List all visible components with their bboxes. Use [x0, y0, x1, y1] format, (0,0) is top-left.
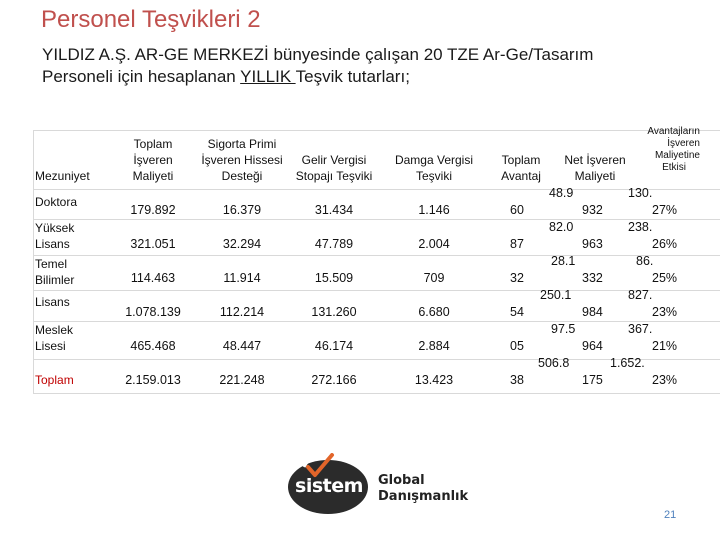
grid-line [33, 219, 720, 220]
cell-sigorta: 48.447 [222, 339, 262, 353]
cell-avantaj-part: 54 [510, 305, 524, 319]
header-toplam-isveren-maliyeti [110, 136, 196, 184]
grid-line [33, 393, 720, 394]
header-text: Damga Vergisi [394, 153, 474, 167]
cell-sigorta: 11.914 [223, 271, 261, 285]
cell-etki: 23% [652, 305, 678, 319]
cell-net-part: 175 [582, 373, 603, 387]
cell-net-part: 963 [582, 237, 603, 251]
cell-etki: 23% [652, 373, 678, 387]
cell-isveren-maliyeti: 2.159.013 [125, 373, 181, 387]
grid-line [33, 130, 720, 131]
header-text: Etkisi [662, 162, 686, 173]
cell-avantaj-part: 250.1 [540, 288, 572, 302]
header-mezuniyet: Mezuniyet [35, 169, 90, 183]
cell-isveren-maliyeti: 114.463 [130, 271, 176, 285]
cell-damga: 2.004 [418, 237, 450, 251]
header-avantaj-etkisi [626, 126, 700, 174]
cell-net-part: 932 [582, 203, 603, 217]
header-text: Avantaj [501, 169, 541, 183]
grid-line [33, 321, 720, 322]
header-text: Avantajların [647, 126, 700, 137]
subtitle-part: Teşvik tutarları; [295, 67, 410, 86]
header-text: Toplam [133, 137, 173, 151]
subtitle-line-1: YILDIZ A.Ş. AR-GE MERKEZİ bünyesinde çalışan 20 TZE Ar-Ge/Tasarım [42, 45, 594, 64]
cell-sigorta: 221.248 [219, 373, 265, 387]
cell-gelir: 47.789 [314, 237, 354, 251]
cell-isveren-maliyeti: 179.892 [130, 203, 176, 217]
header-text: Maliyeti [132, 169, 174, 183]
cell-damga: 709 [423, 271, 445, 285]
header-text: Maliyeti [574, 169, 616, 183]
cell-avantaj-part: 506.8 [538, 356, 570, 370]
cell-etki: 25% [652, 271, 678, 285]
cell-avantaj-part: 48.9 [549, 186, 574, 200]
header-text: Stopajı Teşviki [295, 169, 373, 183]
cell-damga: 6.680 [418, 305, 450, 319]
cell-avantaj-part: 32 [510, 271, 524, 285]
cell-isveren-maliyeti: 1.078.139 [125, 305, 181, 319]
cell-gelir: 46.174 [314, 339, 354, 353]
row-label-doktora: Doktora [35, 195, 78, 209]
row-label-lisans: Lisans [35, 295, 70, 309]
cell-net-part: 1.652. [610, 356, 645, 370]
page-number: 21 [664, 509, 677, 521]
header-text: Net İşveren [564, 153, 626, 167]
cell-net-part: 130. [628, 186, 653, 200]
logo-line-1: Global [378, 473, 425, 488]
slide-title: Personel Teşvikleri 2 [41, 6, 261, 33]
cell-net-part: 332 [582, 271, 603, 285]
subtitle-line-2 [42, 66, 682, 88]
header-text: Gelir Vergisi [301, 153, 367, 167]
cell-net-part: 984 [582, 305, 603, 319]
cell-isveren-maliyeti: 321.051 [130, 237, 176, 251]
cell-gelir: 15.509 [314, 271, 354, 285]
cell-avantaj-part: 97.5 [551, 322, 576, 336]
row-label-temel-bilimler [35, 256, 74, 288]
row-label-text: Lisesi [35, 339, 66, 353]
cell-etki: 26% [652, 237, 678, 251]
cell-avantaj-part: 87 [510, 237, 524, 251]
row-label-text: Temel [35, 257, 68, 271]
cell-net-part: 86. [636, 254, 654, 268]
cell-damga: 1.146 [418, 203, 450, 217]
row-label-yuksek-lisans [35, 220, 74, 252]
header-text: Toplam [501, 153, 541, 167]
slide-subtitle [42, 44, 682, 88]
cell-gelir: 31.434 [314, 203, 354, 217]
cell-avantaj-part: 60 [510, 203, 524, 217]
cell-gelir: 131.260 [311, 305, 357, 319]
header-text: Maliyetine [654, 150, 700, 161]
logo-brand-text: sistem [295, 475, 363, 497]
header-text: Desteği [221, 169, 263, 183]
header-damga-vergisi [384, 152, 484, 184]
cell-net-part: 238. [628, 220, 653, 234]
cell-avantaj-part: 38 [510, 373, 524, 387]
cell-net-part: 964 [582, 339, 603, 353]
cell-avantaj-part: 82.0 [549, 220, 574, 234]
cell-isveren-maliyeti: 465.468 [130, 339, 176, 353]
header-toplam-avantaj [488, 152, 554, 184]
grid-line [33, 189, 720, 190]
sistem-global-logo [288, 453, 468, 515]
cell-damga: 2.884 [418, 339, 450, 353]
cell-sigorta: 32.294 [222, 237, 262, 251]
grid-line [33, 290, 720, 291]
cell-etki: 21% [652, 339, 678, 353]
cell-gelir: 272.166 [311, 373, 357, 387]
row-label-text: Lisans [35, 237, 70, 251]
subtitle-underlined: YILLIK [240, 67, 296, 86]
cell-sigorta: 112.214 [219, 305, 265, 319]
row-label-text: Bilimler [35, 273, 75, 287]
header-net-isveren-maliyeti [558, 152, 632, 184]
row-label-meslek-lisesi [35, 322, 73, 354]
header-text: Teşviki [415, 169, 452, 183]
header-text: İşveren [133, 153, 173, 167]
cell-damga: 13.423 [414, 373, 454, 387]
row-label-toplam: Toplam [35, 373, 74, 387]
header-sigorta-primi [192, 136, 292, 184]
grid-line [33, 130, 34, 394]
cell-avantaj-part: 28.1 [551, 254, 576, 268]
cell-net-part: 367. [628, 322, 653, 336]
cell-sigorta: 16.379 [222, 203, 262, 217]
header-text: İşveren [667, 138, 700, 149]
grid-line [33, 255, 720, 256]
cell-net-part: 827. [628, 288, 653, 302]
header-gelir-vergisi [286, 152, 382, 184]
logo-line-2: Danışmanlık [378, 489, 469, 504]
cell-etki: 27% [652, 203, 678, 217]
subtitle-part: Personeli için hesaplanan [42, 67, 241, 86]
row-label-text: Yüksek [35, 221, 75, 235]
row-label-text: Meslek [35, 323, 74, 337]
header-text: İşveren Hissesi [201, 153, 283, 167]
cell-avantaj-part: 05 [510, 339, 524, 353]
header-text: Sigorta Primi [207, 137, 277, 151]
